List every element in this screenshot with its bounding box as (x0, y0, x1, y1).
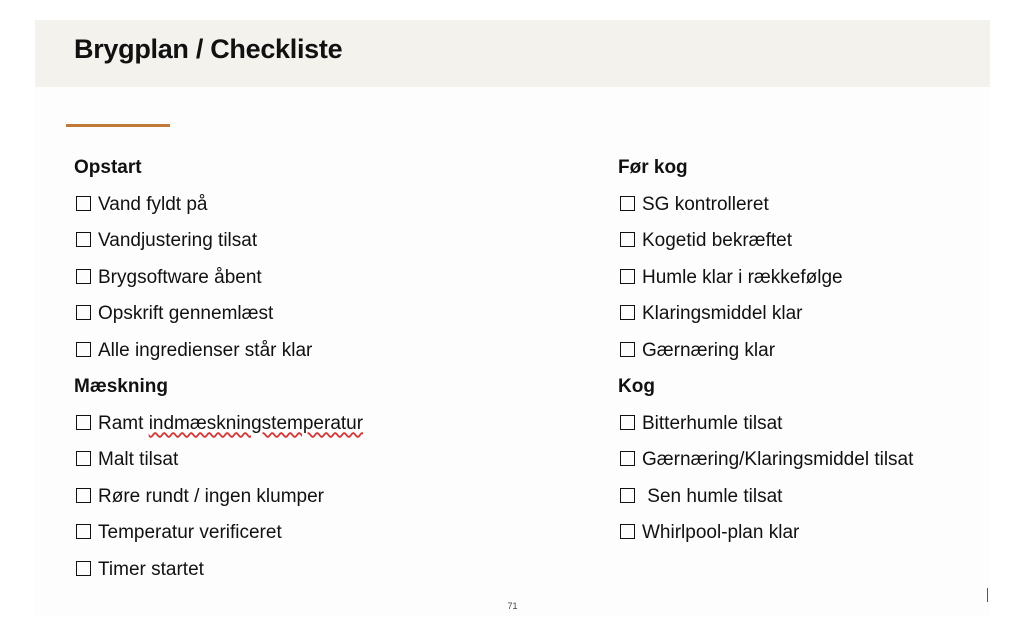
checkbox-icon[interactable] (76, 305, 91, 320)
checklist-item-label: Gærnæring/Klaringsmiddel tilsat (642, 449, 914, 470)
right-column (618, 153, 913, 555)
title-bar (35, 20, 990, 87)
misspelled-word: indmæskningstemperatur (148, 412, 364, 434)
checkbox-icon[interactable] (76, 415, 91, 430)
checklist-item[interactable] (618, 482, 913, 519)
section-heading-maeskning: Mæskning (74, 376, 168, 397)
checklist-item-label: Røre rundt / ingen klumper (98, 485, 324, 507)
checklist-item[interactable] (74, 336, 363, 373)
section-heading-opstart: Opstart (74, 157, 142, 178)
checklist-item[interactable] (74, 263, 363, 300)
checkbox-icon[interactable] (620, 305, 635, 320)
checklist-item-label: Malt tilsat (98, 449, 179, 470)
checkbox-icon[interactable] (76, 488, 91, 503)
checklist-item[interactable] (74, 190, 363, 227)
checklist-item[interactable] (74, 482, 363, 519)
checklist-item[interactable] (618, 226, 913, 263)
checkbox-icon[interactable] (76, 342, 91, 357)
edge-mark (987, 588, 988, 602)
checklist-item-label: Vand fyldt på (98, 193, 208, 215)
checklist-item[interactable] (618, 190, 913, 227)
checklist-item[interactable] (74, 555, 363, 592)
checklist-item-label: Alle ingredienser står klar (98, 339, 313, 361)
checklist-item[interactable] (618, 263, 913, 300)
checkbox-icon[interactable] (620, 269, 635, 284)
slide (35, 20, 990, 616)
checkbox-icon[interactable] (620, 524, 635, 539)
checkbox-icon[interactable] (620, 232, 635, 247)
checklist-item-label: Timer startet (98, 558, 204, 580)
checklist-item-label: Humle klar i rækkefølge (642, 266, 843, 288)
checkbox-icon[interactable] (76, 196, 91, 211)
checklist-item-label: Bitterhumle tilsat (642, 412, 783, 434)
checklist-item-label-prefix: Ramt (98, 412, 149, 434)
page-title: Brygplan / Checkliste (74, 34, 343, 64)
checkbox-icon[interactable] (76, 269, 91, 284)
checklist-item[interactable] (74, 409, 363, 446)
page-number: 71 (507, 601, 518, 611)
checklist-item-label: Whirlpool-plan klar (642, 522, 800, 543)
checklist-item[interactable] (74, 445, 363, 482)
checkbox-icon[interactable] (620, 196, 635, 211)
section-heading-kog: Kog (618, 376, 655, 397)
checklist-item-label: Kogetid bekræftet (642, 230, 792, 251)
checklist-item-label: Vandjustering tilsat (98, 230, 258, 251)
checklist-item-label: Sen humle tilsat (642, 485, 783, 507)
checklist-item-label: SG kontrolleret (642, 193, 769, 215)
checklist-item[interactable] (74, 226, 363, 263)
checklist-item[interactable] (618, 518, 913, 555)
checklist-item[interactable] (618, 445, 913, 482)
checklist-item-label: Klaringsmiddel klar (642, 303, 803, 324)
checkbox-icon[interactable] (620, 488, 635, 503)
section-heading-foer-kog: Før kog (618, 157, 688, 178)
checkbox-icon[interactable] (620, 451, 635, 466)
checkbox-icon[interactable] (76, 524, 91, 539)
checklist-item[interactable] (618, 299, 913, 336)
checklist-item[interactable] (618, 336, 913, 373)
checklist-item-label: Gærnæring klar (642, 339, 776, 361)
checklist-item[interactable] (74, 299, 363, 336)
checklist-item-label: Temperatur verificeret (98, 522, 282, 543)
checklist-item-label: Opskrift gennemlæst (98, 303, 274, 324)
checkbox-icon[interactable] (76, 561, 91, 576)
left-column (74, 153, 363, 591)
accent-line (66, 124, 170, 127)
checklist-item-label: Brygsoftware åbent (98, 266, 262, 288)
checkbox-icon[interactable] (76, 451, 91, 466)
checkbox-icon[interactable] (76, 232, 91, 247)
checkbox-icon[interactable] (620, 342, 635, 357)
checklist-item[interactable] (74, 518, 363, 555)
checklist-item[interactable] (618, 409, 913, 446)
checkbox-icon[interactable] (620, 415, 635, 430)
